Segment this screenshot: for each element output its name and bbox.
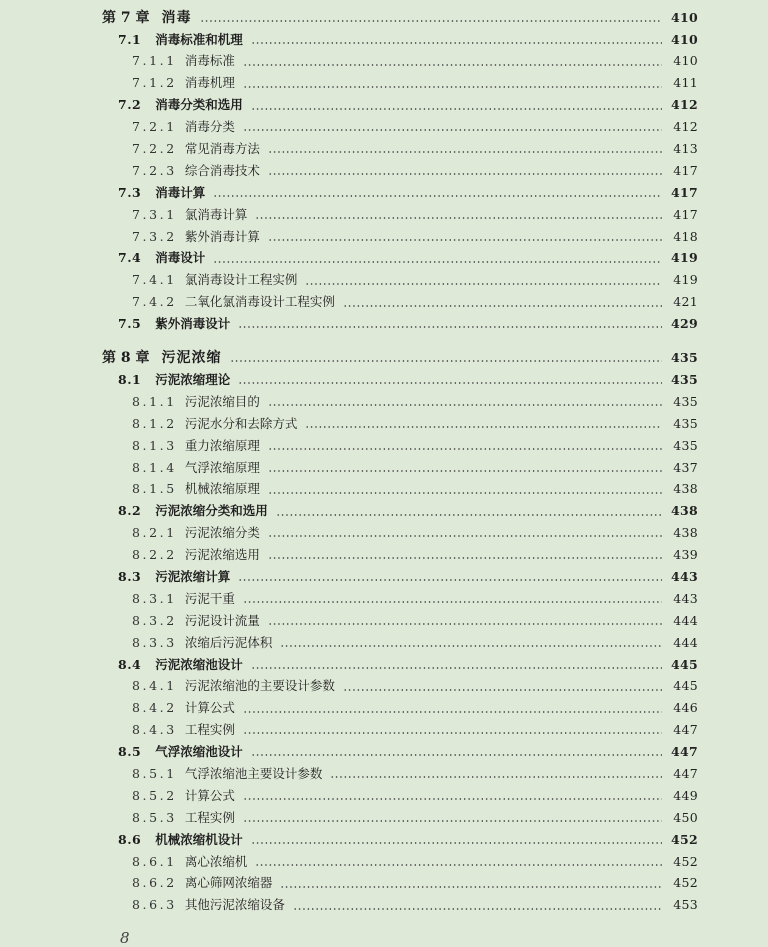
- toc-sub-row[interactable]: [0, 895, 768, 917]
- toc-entry-title: 离心浓缩机: [184, 853, 248, 869]
- leader-dots: [268, 173, 662, 175]
- toc-entry-page: 438: [673, 525, 698, 541]
- toc-entry-number: 7.4.1: [132, 272, 177, 288]
- toc-entry-title: 紫外消毒计算: [184, 228, 260, 244]
- toc-entry-title: 消毒分类: [184, 119, 235, 135]
- toc-entry-number: 8.2: [118, 503, 142, 519]
- toc-entry-number: 7.2: [118, 97, 142, 113]
- toc-sub-row[interactable]: [0, 610, 768, 632]
- leader-dots: [243, 601, 662, 603]
- toc-entry-number: 第 8 章: [102, 350, 150, 367]
- toc-entry-number: 8.3.3: [132, 634, 177, 650]
- toc-entry-title: 计算公式: [184, 787, 235, 803]
- toc-sub-row[interactable]: [0, 138, 768, 160]
- toc-entry-title: 消毒分类和选用: [155, 97, 243, 113]
- toc-entry-number: 8.1.5: [132, 481, 177, 497]
- toc-entry-title: 污泥浓缩分类和选用: [155, 503, 268, 519]
- leader-dots: [343, 689, 662, 691]
- toc-entry-number: 7.1.2: [132, 75, 177, 91]
- toc-entry-number: 8.1.2: [132, 415, 177, 431]
- leader-dots: [330, 776, 662, 778]
- toc-entry-page: 439: [673, 547, 698, 563]
- toc-entry-page: 419: [673, 272, 698, 288]
- toc-entry-page: 435: [671, 371, 698, 387]
- toc-entry-page: 417: [673, 162, 698, 178]
- leader-dots: [268, 239, 662, 241]
- toc-entry-page: 445: [671, 656, 698, 672]
- toc-section-row[interactable]: [0, 248, 768, 270]
- toc-section-row[interactable]: [0, 566, 768, 588]
- leader-dots: [251, 842, 662, 844]
- toc-entry-page: 429: [671, 316, 698, 332]
- toc-entry-page: 452: [673, 853, 698, 869]
- leader-dots: [251, 667, 662, 669]
- toc-entry-number: 8.4.3: [132, 722, 177, 738]
- toc-section-row[interactable]: [0, 29, 768, 51]
- toc-entry-number: 7.5: [118, 316, 142, 332]
- toc-chapter-row[interactable]: [0, 7, 768, 29]
- toc-entry-number: 8.2.1: [132, 525, 177, 541]
- toc-entry-title: 氯消毒设计工程实例: [184, 272, 298, 288]
- toc-entry-title: 气浮浓缩池主要设计参数: [184, 765, 323, 781]
- toc-entry-number: 8.6.3: [132, 897, 177, 913]
- leader-dots: [213, 261, 662, 263]
- toc-sub-row[interactable]: [0, 632, 768, 654]
- toc-entry-page: 449: [673, 787, 698, 803]
- toc-entry-number: 7.4: [118, 250, 142, 266]
- leader-dots: [268, 623, 662, 625]
- toc-entry-title: 气浮浓缩池设计: [155, 744, 243, 760]
- toc-entry-page: 438: [673, 481, 698, 497]
- leader-dots: [268, 535, 662, 537]
- toc-entry-number: 8.5.2: [132, 787, 177, 803]
- toc-entry-title: 消毒机理: [184, 75, 235, 91]
- toc-entry-page: 418: [673, 228, 698, 244]
- toc-entry-number: 8.3.1: [132, 590, 177, 606]
- toc-entry-page: 447: [673, 722, 698, 738]
- toc-entry-number: 8.4: [118, 656, 142, 672]
- toc-sub-row[interactable]: [0, 51, 768, 73]
- toc-section-row[interactable]: [0, 829, 768, 851]
- toc-entry-page: 452: [673, 875, 698, 891]
- leader-dots: [293, 908, 662, 910]
- toc-entry-title: 离心筛网浓缩器: [184, 875, 273, 891]
- toc-entry-number: 8.2.2: [132, 547, 177, 563]
- toc-entry-page: 435: [673, 437, 698, 453]
- toc-section-row[interactable]: [0, 741, 768, 763]
- toc-entry-page: 443: [671, 568, 698, 584]
- toc-entry-page: 410: [671, 31, 698, 47]
- leader-dots: [268, 557, 662, 559]
- toc-entry-title: 污泥浓缩计算: [155, 568, 231, 584]
- toc-entry-number: 8.3.2: [132, 612, 177, 628]
- toc-sub-row[interactable]: [0, 116, 768, 138]
- leader-dots: [255, 217, 662, 219]
- toc-entry-number: 7.3.2: [132, 228, 177, 244]
- leader-dots: [243, 732, 662, 734]
- toc-entry-title: 综合消毒技术: [184, 162, 260, 178]
- toc-entry-number: 7.2.1: [132, 119, 177, 135]
- leader-dots: [243, 798, 662, 800]
- toc-entry-page: 410: [673, 53, 698, 69]
- leader-dots: [213, 195, 662, 197]
- toc-sub-row[interactable]: [0, 391, 768, 413]
- toc-entry-number: 8.5.1: [132, 765, 177, 781]
- toc-entry-title: 机械浓缩原理: [184, 481, 260, 497]
- toc-entry-number: 7.2.3: [132, 162, 177, 178]
- leader-dots: [238, 326, 662, 328]
- toc-entry-page: 412: [673, 119, 698, 135]
- toc-entry-title: 污泥浓缩分类: [184, 525, 260, 541]
- toc-entry-title: 污泥浓缩目的: [184, 393, 260, 409]
- toc-entry-title: 工程实例: [184, 722, 235, 738]
- leader-dots: [230, 360, 663, 362]
- toc-sub-row[interactable]: [0, 851, 768, 873]
- toc-entry-page: 444: [673, 634, 698, 650]
- toc-entry-title: 污泥浓缩池设计: [155, 656, 243, 672]
- toc-entry-number: 8.4.2: [132, 700, 177, 716]
- toc-section-row[interactable]: [0, 501, 768, 523]
- toc-section-row[interactable]: [0, 654, 768, 676]
- toc-sub-row[interactable]: [0, 270, 768, 292]
- toc-entry-title: 常见消毒方法: [184, 141, 260, 157]
- toc-entry-page: 419: [671, 250, 698, 266]
- leader-dots: [251, 42, 662, 44]
- toc-entry-number: 8.1.3: [132, 437, 177, 453]
- leader-dots: [280, 886, 662, 888]
- toc-sub-row[interactable]: [0, 160, 768, 182]
- toc-entry-number: 7.3: [118, 184, 142, 200]
- toc-sub-row[interactable]: [0, 479, 768, 501]
- page-number-folio: 8: [120, 929, 130, 947]
- toc-entry-title: 二氧化氯消毒设计工程实例: [184, 294, 335, 310]
- toc-entry-title: 重力浓缩原理: [184, 437, 260, 453]
- toc-entry-number: 8.4.1: [132, 678, 177, 694]
- toc-entry-title: 消毒: [161, 9, 192, 26]
- toc-entry-title: 氯消毒计算: [184, 206, 248, 222]
- leader-dots: [268, 404, 662, 406]
- leader-dots: [255, 864, 662, 866]
- toc-sub-row[interactable]: [0, 873, 768, 895]
- toc-entry-number: 8.5: [118, 744, 142, 760]
- leader-dots: [305, 426, 662, 428]
- table-of-contents: [0, 7, 768, 917]
- toc-sub-row[interactable]: [0, 720, 768, 742]
- toc-entry-number: 8.5.3: [132, 809, 177, 825]
- leader-dots: [268, 151, 662, 153]
- leader-dots: [268, 470, 662, 472]
- toc-sub-row[interactable]: [0, 292, 768, 314]
- toc-entry-number: 7.3.1: [132, 206, 177, 222]
- toc-sub-row[interactable]: [0, 588, 768, 610]
- leader-dots: [243, 129, 662, 131]
- leader-dots: [268, 492, 662, 494]
- toc-entry-number: 7.1.1: [132, 53, 177, 69]
- toc-entry-title: 工程实例: [184, 809, 235, 825]
- toc-entry-page: 450: [673, 809, 698, 825]
- toc-section-row[interactable]: [0, 369, 768, 391]
- toc-entry-number: 7.2.2: [132, 141, 177, 157]
- toc-entry-number: 7.4.2: [132, 294, 177, 310]
- toc-sub-row[interactable]: [0, 413, 768, 435]
- toc-entry-number: 7.1: [118, 31, 142, 47]
- toc-sub-row[interactable]: [0, 73, 768, 95]
- toc-sub-row[interactable]: [0, 785, 768, 807]
- toc-sub-row[interactable]: [0, 226, 768, 248]
- toc-entry-page: 421: [673, 294, 698, 310]
- leader-dots: [268, 448, 662, 450]
- toc-entry-number: 8.6.1: [132, 853, 177, 869]
- leader-dots: [243, 711, 662, 713]
- toc-entry-title: 污泥浓缩选用: [184, 547, 260, 563]
- leader-dots: [200, 20, 663, 22]
- toc-entry-page: 452: [671, 831, 698, 847]
- toc-section-row[interactable]: [0, 313, 768, 335]
- toc-sub-row[interactable]: [0, 698, 768, 720]
- toc-entry-page: 435: [673, 415, 698, 431]
- leader-dots: [243, 64, 662, 66]
- toc-entry-number: 第 7 章: [102, 9, 150, 26]
- leader-dots: [251, 754, 662, 756]
- leader-dots: [276, 514, 662, 516]
- leader-dots: [251, 108, 662, 110]
- toc-entry-title: 其他污泥浓缩设备: [184, 897, 285, 913]
- toc-section-row[interactable]: [0, 182, 768, 204]
- toc-entry-page: 438: [671, 503, 698, 519]
- toc-entry-title: 消毒标准: [184, 53, 235, 69]
- toc-entry-page: 453: [673, 897, 698, 913]
- leader-dots: [280, 645, 662, 647]
- toc-entry-page: 417: [673, 206, 698, 222]
- toc-entry-title: 污泥设计流量: [184, 612, 260, 628]
- toc-entry-number: 8.1: [118, 371, 142, 387]
- toc-entry-title: 消毒设计: [155, 250, 206, 266]
- toc-entry-page: 447: [673, 765, 698, 781]
- toc-sub-row[interactable]: [0, 435, 768, 457]
- toc-entry-page: 437: [673, 459, 698, 475]
- leader-dots: [243, 86, 662, 88]
- toc-entry-number: 8.1.1: [132, 393, 177, 409]
- toc-entry-number: 8.3: [118, 568, 142, 584]
- toc-entry-number: 8.1.4: [132, 459, 177, 475]
- toc-entry-page: 447: [671, 744, 698, 760]
- toc-chapter-row[interactable]: [0, 347, 768, 369]
- chapter-gap: [0, 335, 768, 347]
- toc-entry-page: 446: [673, 700, 698, 716]
- toc-entry-number: 8.6.2: [132, 875, 177, 891]
- leader-dots: [305, 283, 662, 285]
- toc-sub-row[interactable]: [0, 807, 768, 829]
- toc-entry-title: 污泥浓缩理论: [155, 371, 231, 387]
- toc-sub-row[interactable]: [0, 676, 768, 698]
- toc-entry-page: 443: [673, 590, 698, 606]
- toc-entry-title: 污泥干重: [184, 590, 235, 606]
- toc-entry-title: 紫外消毒设计: [155, 316, 231, 332]
- toc-sub-row[interactable]: [0, 457, 768, 479]
- toc-entry-page: 411: [673, 75, 698, 91]
- toc-entry-page: 413: [673, 141, 698, 157]
- toc-entry-page: 444: [673, 612, 698, 628]
- toc-entry-title: 浓缩后污泥体积: [184, 634, 273, 650]
- toc-sub-row[interactable]: [0, 204, 768, 226]
- leader-dots: [343, 305, 662, 307]
- toc-entry-title: 污泥浓缩池的主要设计参数: [184, 678, 335, 694]
- toc-entry-title: 污泥水分和去除方式: [184, 415, 298, 431]
- toc-entry-page: 435: [671, 350, 698, 366]
- leader-dots: [238, 579, 662, 581]
- toc-entry-page: 417: [671, 184, 698, 200]
- toc-section-row[interactable]: [0, 95, 768, 117]
- toc-entry-page: 435: [673, 393, 698, 409]
- toc-sub-row[interactable]: [0, 544, 768, 566]
- toc-entry-title: 消毒标准和机理: [155, 31, 243, 47]
- toc-sub-row[interactable]: [0, 522, 768, 544]
- toc-entry-title: 污泥浓缩: [161, 350, 222, 367]
- toc-entry-title: 计算公式: [184, 700, 235, 716]
- toc-entry-page: 412: [671, 97, 698, 113]
- toc-entry-title: 气浮浓缩原理: [184, 459, 260, 475]
- toc-sub-row[interactable]: [0, 763, 768, 785]
- toc-entry-number: 8.6: [118, 831, 142, 847]
- leader-dots: [238, 382, 662, 384]
- toc-entry-page: 445: [673, 678, 698, 694]
- toc-entry-title: 消毒计算: [155, 184, 206, 200]
- toc-entry-title: 机械浓缩机设计: [155, 831, 243, 847]
- leader-dots: [243, 820, 662, 822]
- toc-entry-page: 410: [671, 9, 698, 25]
